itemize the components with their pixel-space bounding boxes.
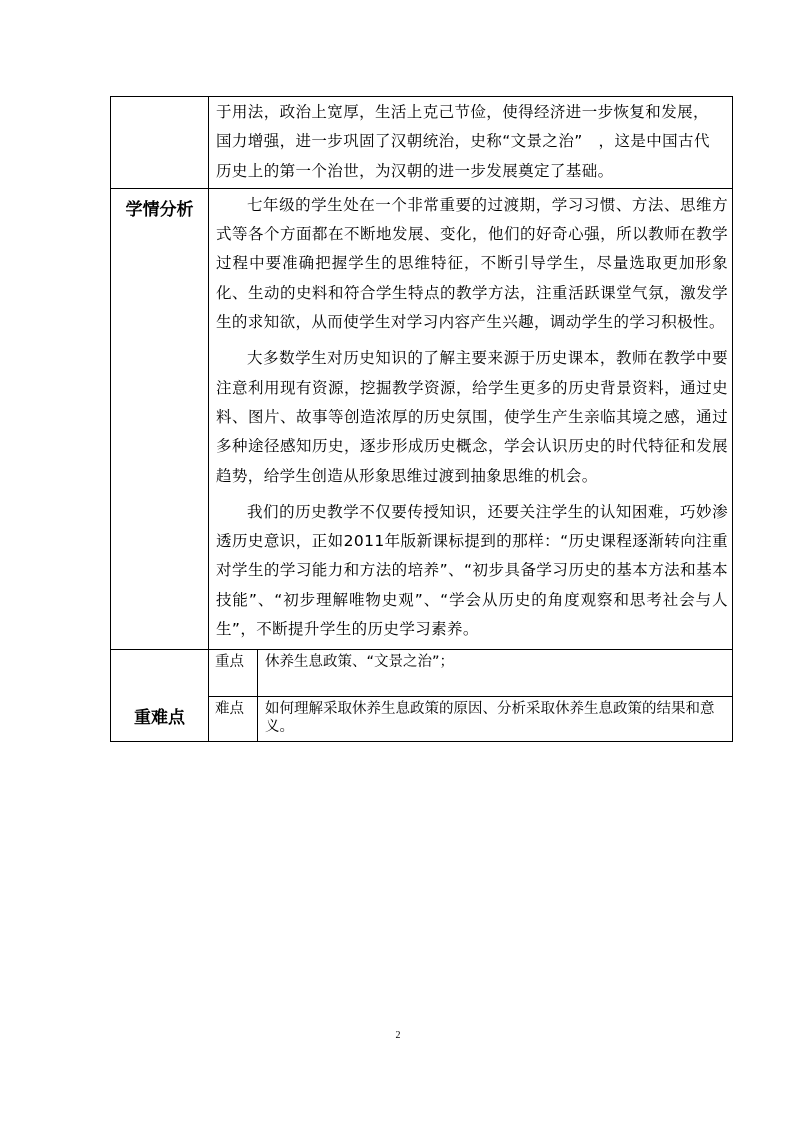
continued-line: 历史上的第一个治世，为汉朝的进一步发展奠定了基础。 <box>216 161 614 180</box>
key-points-row <box>111 650 733 742</box>
key-points-content <box>209 650 733 742</box>
analysis-paragraph: 大多数学生对历史知识的了解主要来源于历史课本，教师在教学中要注意利用现有资源，挖掘教学资源，给学生更多的历史背景资料，通过史料、图片、故事等创造浓厚的历史氛围，使学生产生亲临其境之感，通过多种途径感知历史，逐步形成历史概念，学会认识历史的时代特征和发展趋势，给学生创造从形象思维过渡到抽象思维的机会。 <box>216 349 728 485</box>
continued-line: 国力增强，进一步巩固了汉朝统治，史称“文景之治” ，这是中国古代 <box>216 132 710 151</box>
difficult-point-content: 如何理解采取休养生息政策的原因、分析采取休养生息政策的结果和意义。 <box>265 701 715 736</box>
analysis-paragraph: 我们的历史教学不仅要传授知识，还要关注学生的认知困难，巧妙渗透历史意识，正如2011年版新课标提到的那样：“历史课程逐渐转向注重对学生的学习能力和方法的培养”、“初步具备学习历史的基本方法和基本技能”、“初步理解唯物史观”、“学会从历史的角度观察和思考社会与人生”，不断提升学生的历史学习素养。 <box>216 502 728 639</box>
difficult-point-name: 难点 <box>209 697 258 742</box>
key-points-label: 重难点 <box>111 650 209 742</box>
key-point-name: 重点 <box>209 650 258 697</box>
continued-row <box>111 97 733 189</box>
student-analysis-label: 学情分析 <box>111 188 209 649</box>
difficult-point-row <box>209 697 732 742</box>
page-number: 2 <box>395 1030 401 1041</box>
key-points-inner-table <box>209 650 732 741</box>
continued-content-cell <box>209 97 733 189</box>
empty-label-cell <box>111 97 209 189</box>
lesson-plan-table <box>110 96 733 742</box>
analysis-paragraph: 七年级的学生处在一个非常重要的过渡期，学习习惯、方法、思维方式等各个方面都在不断地发展、变化，他们的好奇心强，所以教师在教学过程中要准确把握学生的思维特征，不断引导学生，尽量选取更加形象化、生动的史料和符合学生特点的教学方法，注重活跃课堂气氛，激发学生的求知欲，从而使学生对学习内容产生兴趣，调动学生的学习积极性。 <box>216 195 728 332</box>
key-point-content: 休养生息政策、“文景之治”； <box>258 650 733 697</box>
key-point-row <box>209 650 732 697</box>
student-analysis-row <box>111 188 733 649</box>
continued-line: 于用法，政治上宽厚，生活上克己节俭，使得经济进一步恢复和发展， <box>216 103 709 121</box>
student-analysis-content <box>209 188 733 649</box>
